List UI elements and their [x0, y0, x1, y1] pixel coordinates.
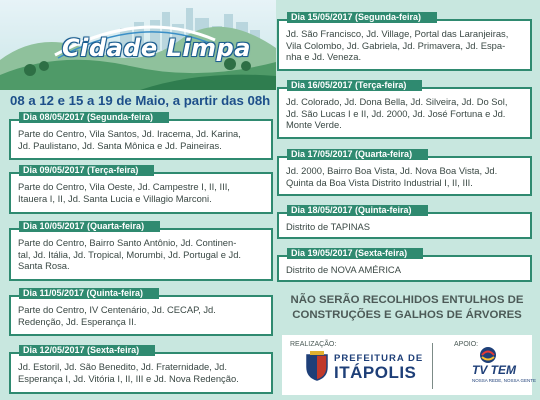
day-date: Dia 11/05/2017 (Quinta-feira) [19, 288, 159, 299]
logo-text: Cidade Limpa [62, 34, 251, 62]
day-districts-line: Jd. São Lucas I e II, Jd. 2000, Jd. José Fortuna e Jd. [286, 107, 506, 119]
day-date: Dia 16/05/2017 (Terça-feira) [287, 80, 422, 91]
day-date: Dia 19/05/2017 (Sexta-feira) [287, 248, 423, 259]
day-districts-line: Parte do Centro, Vila Oeste, Jd. Campestre I, II, III, [18, 181, 230, 192]
day-districts-line: Jd. Colorado, Jd. Dona Bella, Jd. Silveira, Jd. Do Sol, [286, 96, 508, 107]
day-card-08 [9, 112, 273, 160]
tv-tem-tagline: NOSSA REDE, NOSSA GENTE [472, 378, 537, 383]
day-districts-line: Esperança I, Jd. Vitória I, II, III e Jd. Nova Redenção. [18, 372, 239, 384]
coat-of-arms-icon [304, 351, 330, 381]
day-card-11 [9, 288, 273, 336]
sponsor-divider [432, 343, 433, 389]
day-date: Dia 17/05/2017 (Quarta-feira) [287, 149, 428, 160]
realizacao-label: REALIZAÇÃO: [290, 341, 337, 348]
day-districts-line: Parte do Centro, Vila Santos, Jd. Iracema, Jd. Karina, [18, 128, 241, 139]
day-date: Dia 12/05/2017 (Sexta-feira) [19, 345, 155, 356]
day-date: Dia 09/05/2017 (Terça-feira) [19, 165, 154, 176]
sponsor-strip [282, 335, 537, 395]
day-districts-line: Parte do Centro, IV Centenário, Jd. CECAP, Jd. [18, 304, 216, 315]
day-districts-line: Quinta da Boa Vista Distrito Industrial I, II, III. [286, 176, 473, 188]
day-districts-line: Vila Colombo, Jd. Gabriela, Jd. Primavera, Jd. Espa- [286, 39, 506, 51]
day-districts-line: Distrito de TAPINAS [286, 221, 371, 232]
tv-tem-logo-icon [479, 346, 497, 364]
notice-line: CONSTRUÇÕES E GALHOS DE ÁRVORES [292, 309, 522, 321]
hero-banner [0, 0, 276, 90]
day-card-16 [277, 80, 532, 139]
day-districts-line: Jd. Paulistano, Jd. Santa Mônica e Jd. Paineiras. [18, 139, 222, 151]
apoio-label: APOIO: [454, 341, 479, 348]
day-date: Dia 15/05/2017 (Segunda-feira) [287, 12, 437, 23]
day-card-17 [277, 149, 532, 196]
day-districts-line: Distrito de NOVA AMÉRICA [286, 264, 401, 275]
day-districts-line: Jd. São Francisco, Jd. Village, Portal das Laranjeiras, [286, 28, 509, 39]
prefeitura-city: ITÁPOLIS [334, 363, 417, 382]
day-districts-line: Parte do Centro, Bairro Santo Antônio, Jd. Continen- [18, 237, 237, 248]
day-card-18 [277, 205, 532, 239]
day-date: Dia 18/05/2017 (Quinta-feira) [287, 205, 428, 216]
day-card-12 [9, 345, 273, 394]
day-date: Dia 10/05/2017 (Quarta-feira) [19, 221, 160, 232]
day-districts-line: Monte Verde. [286, 119, 342, 131]
day-districts-line: Itauera I, II, Jd. Santa Lucia e Villagio Marconi. [18, 192, 212, 204]
notice-text [278, 293, 536, 323]
day-districts-line: nha e Jd. Veneza. [286, 51, 362, 63]
day-card-09 [9, 165, 273, 214]
day-card-15 [277, 12, 532, 71]
tv-tem-name: TV TEM [472, 363, 516, 377]
notice-line: NÃO SERÃO RECOLHIDOS ENTULHOS DE [290, 294, 524, 306]
day-districts-line: Redenção, Jd. Esperança II. [18, 315, 137, 327]
day-card-10 [9, 221, 273, 281]
day-districts-line: Jd. Estoril, Jd. São Benedito, Jd. Fraternidade, Jd. [18, 361, 227, 372]
day-date: Dia 08/05/2017 (Segunda-feira) [19, 112, 169, 123]
day-districts-line: tal, Jd. Itália, Jd. Tropical, Morumbi, Jd. Portugal e Jd. [18, 248, 242, 260]
day-card-19 [277, 248, 532, 282]
page-title: 08 a 12 e 15 a 19 de Maio, a partir das 08h [10, 93, 271, 108]
prefeitura-name: PREFEITURA DE [334, 353, 424, 364]
day-districts-line: Santa Rosa. [18, 260, 70, 272]
day-districts-line: Jd. 2000, Bairro Boa Vista, Jd. Nova Boa Vista, Jd. [286, 165, 498, 176]
